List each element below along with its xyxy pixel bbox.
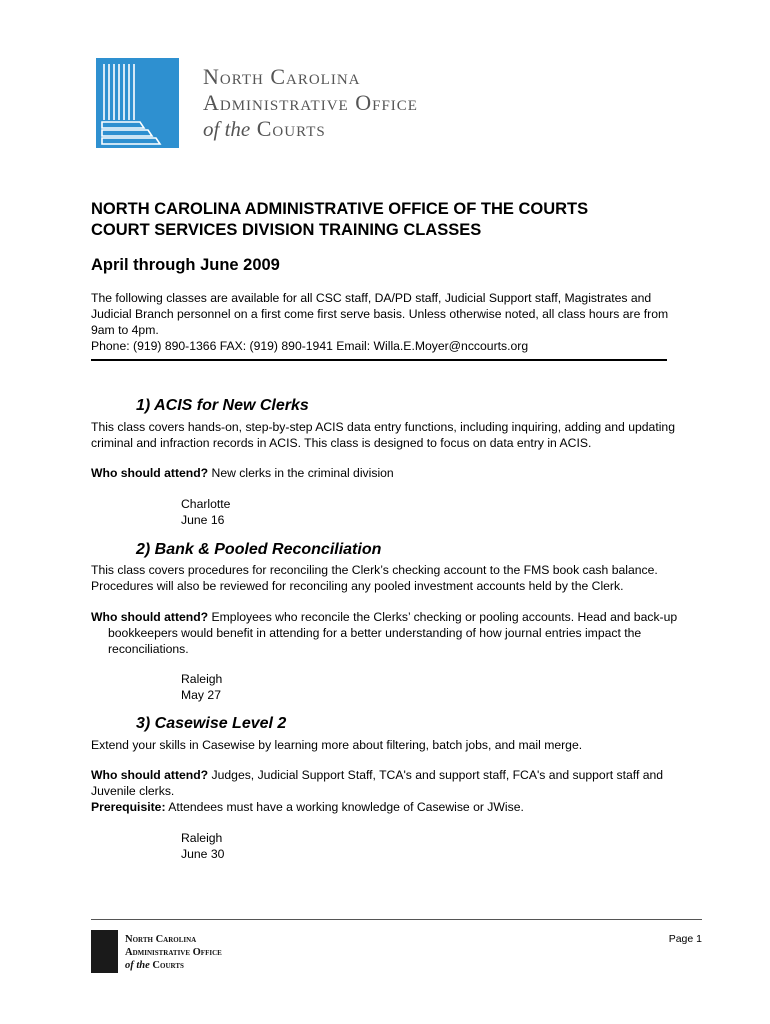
section-location-acis	[181, 496, 230, 528]
location-city: Raleigh	[181, 672, 223, 686]
section-who-bank	[91, 609, 718, 657]
section-description-bank: This class covers procedures for reconciling the Clerk’s checking account to the FMS book cash balance. Procedures will also be reviewed for reconciling any pooled investment accounts held by the Clerk.	[91, 563, 658, 593]
who-text: New clerks in the criminal division	[208, 466, 394, 480]
prereq-label: Prerequisite:	[91, 800, 166, 814]
location-date: May 27	[181, 688, 221, 702]
date-range: April through June 2009	[91, 256, 280, 274]
heading-line-1: NORTH CAROLINA ADMINISTRATIVE OFFICE OF THE COURTS	[91, 200, 589, 218]
section-location-casewise	[181, 830, 224, 862]
footer-line-1: North Carolina	[125, 934, 197, 945]
footer-line-2: Administrative Office	[125, 947, 222, 958]
section-who-acis	[91, 465, 701, 481]
header-divider	[91, 359, 667, 361]
section-who-casewise	[91, 767, 701, 799]
location-city: Charlotte	[181, 497, 231, 511]
page-number: Page 1	[668, 933, 702, 945]
prereq-text: Attendees must have a working knowledge of Casewise or JWise.	[165, 800, 524, 814]
logo-of-the: of the	[203, 117, 251, 141]
courthouse-column-logo-icon	[96, 58, 179, 148]
section-title-casewise: 3) Casewise Level 2	[136, 715, 287, 732]
logo-line-3	[203, 116, 418, 142]
intro-text: The following classes are available for all CSC staff, DA/PD staff, Judicial Support staff, Magistrates and Judicial Branch personnel on a first come first serve basis. Unless otherwise noted, all class hours are from 9am to 4pm.	[91, 291, 669, 337]
section-location-bank	[181, 671, 222, 703]
heading-line-2: COURT SERVICES DIVISION TRAINING CLASSES	[91, 221, 482, 239]
section-title-acis: 1) ACIS for New Clerks	[136, 397, 309, 414]
location-date: June 30	[181, 847, 225, 861]
section-title-bank: 2) Bank & Pooled Reconciliation	[136, 541, 382, 558]
who-label: Who should attend?	[91, 768, 209, 782]
logo-line-2: Administrative Office	[203, 90, 418, 115]
location-city: Raleigh	[181, 831, 223, 845]
who-text: Employees who reconcile the Clerks’ checking or pooling accounts. Head and back-up bookkeepers would benefit in attending for a better understanding of how journal entries impact the reconciliations.	[108, 610, 678, 656]
logo-courts: Courts	[256, 116, 326, 141]
who-text: Judges, Judicial Support Staff, TCA's and support staff, FCA's and support staff and Juvenile clerks.	[91, 768, 664, 798]
footer-line-3	[125, 959, 222, 972]
who-label: Who should attend?	[91, 466, 209, 480]
section-prereq-casewise	[91, 799, 701, 815]
intro-paragraph	[91, 290, 691, 354]
footer-courts: Courts	[152, 960, 184, 971]
document-heading	[91, 199, 588, 241]
footer-logo-text	[125, 933, 222, 972]
footer-divider	[91, 919, 702, 920]
location-date: June 16	[181, 513, 225, 527]
contact-info: Phone: (919) 890-1366 FAX: (919) 890-1941 Email: Willa.E.Moyer@nccourts.org	[91, 339, 529, 353]
section-description-acis: This class covers hands-on, step-by-step ACIS data entry functions, including inquiring, adding and updating criminal and infraction records in ACIS. This class is designed to focus on data entry in ACIS.	[91, 420, 675, 450]
footer-of-the: of the	[125, 960, 150, 971]
aoc-logo	[96, 58, 566, 152]
logo-line-1: North Carolina	[203, 64, 361, 89]
footer-logo-icon	[91, 930, 118, 973]
section-description-casewise: Extend your skills in Casewise by learning more about filtering, batch jobs, and mail merge.	[91, 738, 583, 752]
who-label: Who should attend?	[91, 610, 209, 624]
